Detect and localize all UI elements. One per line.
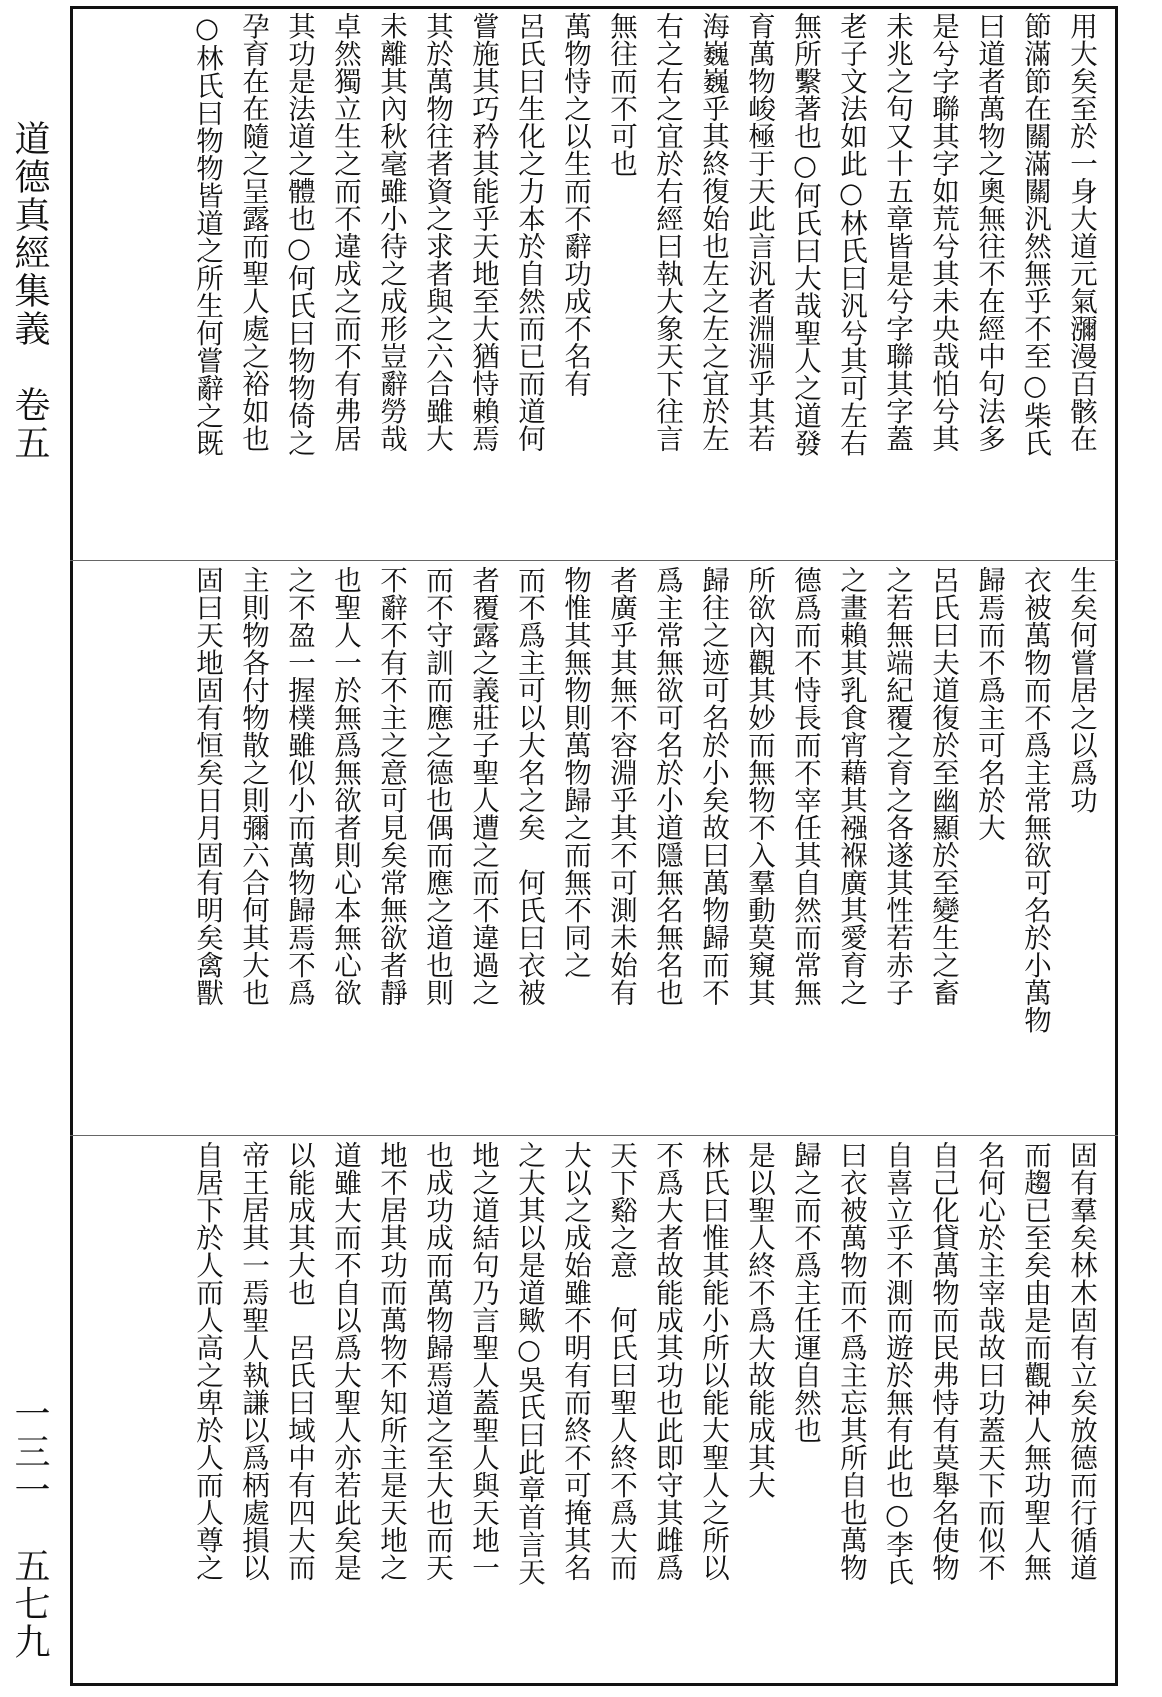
- text-column: 是兮字聯其字如荒兮其未央哉怕兮其: [927, 12, 959, 452]
- text-column: 其功是法道之體也○何氏曰物物倚之: [283, 12, 315, 457]
- text-column: 自喜立乎不測而遊於無有此也○李氏: [881, 1141, 913, 1586]
- text-column: 生矣何嘗居之以爲功: [1065, 566, 1097, 814]
- text-column: 未兆之句又十五章皆是兮字聯其字蓋: [881, 12, 913, 452]
- text-column: 海巍巍乎其終復始也左之左之宜於左: [697, 12, 729, 452]
- text-column: 大以之成始雖不明有而終不可掩其名: [559, 1141, 591, 1581]
- margin-book-title: 道德真經集義 卷五: [9, 120, 50, 462]
- panel-columns: [184, 1141, 1104, 1681]
- text-column: 固曰天地固有恒矣日月固有明矣禽獸: [191, 566, 223, 1006]
- text-column: 而不守訓而應之德也偶而應之道也則: [421, 566, 453, 1006]
- text-column: 者覆露之義莊子聖人遭之而不違過之: [467, 566, 499, 1006]
- text-column: 嘗施其巧矜其能乎天地至大猶恃賴焉: [467, 12, 499, 452]
- text-column: 帝王居其一焉聖人執謙以爲柄處損以: [237, 1141, 269, 1581]
- panel-divider: [70, 1135, 1118, 1136]
- text-column: 呂氏曰生化之力本於自然而已而道何: [513, 12, 545, 452]
- text-column: 無所繫著也○何氏曰大哉聖人之道發: [789, 12, 821, 457]
- text-column: 名何心於主宰哉故曰功蓋天下而似不: [973, 1141, 1005, 1581]
- scripture-column: 衣被萬物而不爲主常無欲可名於小萬物: [1019, 566, 1051, 1034]
- text-column: 道雖大而不自以爲大聖人亦若此矣是: [329, 1141, 361, 1581]
- text-column: 而趨已至矣由是而觀神人無功聖人無: [1019, 1141, 1051, 1581]
- text-column: 不辭不有不主之意可見矣常無欲者靜: [375, 566, 407, 1006]
- text-panel-middle: [74, 566, 1114, 1132]
- text-column: 之畫賴其乳食宵藉其襁褓廣其愛育之: [835, 566, 867, 1006]
- text-column: ○林氏曰物物皆道之所生何嘗辭之既: [191, 12, 223, 457]
- text-column: 卓然獨立生之而不違成之而不有弗居: [329, 12, 361, 452]
- margin-page-number: 一三一 五七九: [9, 1395, 50, 1661]
- text-column: 林氏曰惟其能小所以能大聖人之所以: [697, 1141, 729, 1581]
- text-column: 歸之而不爲主任運自然也: [789, 1141, 821, 1444]
- text-column: 孕育在在隨之呈露而聖人處之裕如也: [237, 12, 269, 452]
- text-panel-bottom: [74, 1141, 1114, 1681]
- text-column: 用大矣至於一身大道元氣瀰漫百骸在: [1065, 12, 1097, 452]
- text-column: 自居下於人而人高之卑於人而人尊之: [191, 1141, 223, 1581]
- text-column: 所欲內觀其妙而無物不入羣動莫窺其: [743, 566, 775, 1006]
- text-column: 之若無端紀覆之育之各遂其性若赤子: [881, 566, 913, 1006]
- text-panel-top: [74, 12, 1114, 557]
- text-column: 育萬物峻極于天此言汎者淵淵乎其若: [743, 12, 775, 452]
- text-column: 地不居其功而萬物不知所主是天地之: [375, 1141, 407, 1581]
- scripture-column: 萬物恃之以生而不辭功成不名有: [559, 12, 591, 397]
- text-column: 之不盈一握樸雖似小而萬物歸焉不爲: [283, 566, 315, 1006]
- text-column: 自己化貸萬物而民弗恃有莫舉名使物: [927, 1141, 959, 1581]
- scripture-column: 歸焉而不爲主可名於大: [973, 566, 1005, 841]
- text-column: 其於萬物往者資之求者與之六合雖大: [421, 12, 453, 452]
- panel-divider: [70, 560, 1118, 561]
- text-column: 曰衣被萬物而不爲主忘其所自也萬物: [835, 1141, 867, 1581]
- text-column: 之大其以是道歟○吳氏曰此章首言天: [513, 1141, 545, 1586]
- text-column: 不爲大者故能成其功也此即守其雌爲: [651, 1141, 683, 1581]
- text-column: 主則物各付物散之則彌六合何其大也: [237, 566, 269, 1006]
- text-column: 者廣乎其無不容淵乎其不可測未始有: [605, 566, 637, 1006]
- panel-columns: [184, 12, 1104, 557]
- text-column: 物惟其無物則萬物歸之而無不同之: [559, 566, 591, 979]
- text-column: 而不爲主可以大名之矣 何氏曰衣被: [513, 566, 545, 1006]
- text-column: 未離其內秋毫雖小待之成形豈辭勞哉: [375, 12, 407, 452]
- text-column: 德爲而不恃長而不宰任其自然而常無: [789, 566, 821, 1006]
- panel-columns: [184, 566, 1104, 1132]
- text-column: 節滿節在關滿關汎然無乎不至○柴氏: [1019, 12, 1051, 457]
- text-column: 天下谿之意 何氏曰聖人終不爲大而: [605, 1141, 637, 1581]
- scripture-column: 是以聖人終不爲大故能成其大: [743, 1141, 775, 1499]
- text-column: 以能成其大也 呂氏曰域中有四大而: [283, 1141, 315, 1581]
- text-column: 固有羣矣林木固有立矣放德而行循道: [1065, 1141, 1097, 1581]
- text-column: 也聖人一於無爲無欲者則心本無心欲: [329, 566, 361, 1006]
- text-column: 也成功成而萬物歸焉道之至大也而天: [421, 1141, 453, 1581]
- text-column: 右之右之宜於右經曰執大象天下往言: [651, 12, 683, 452]
- text-column: 呂氏曰夫道復於至幽顯於至變生之畜: [927, 566, 959, 1006]
- text-column: 無往而不可也: [605, 12, 637, 177]
- text-column: 地之道結句乃言聖人蓋聖人與天地一: [467, 1141, 499, 1581]
- text-column: 歸往之迹可名於小矣故曰萬物歸而不: [697, 566, 729, 1006]
- text-column: 老子文法如此○林氏曰汎兮其可左右: [835, 12, 867, 457]
- text-column: 曰道者萬物之奧無往不在經中句法多: [973, 12, 1005, 452]
- text-column: 爲主常無欲可名於小道隱無名無名也: [651, 566, 683, 1006]
